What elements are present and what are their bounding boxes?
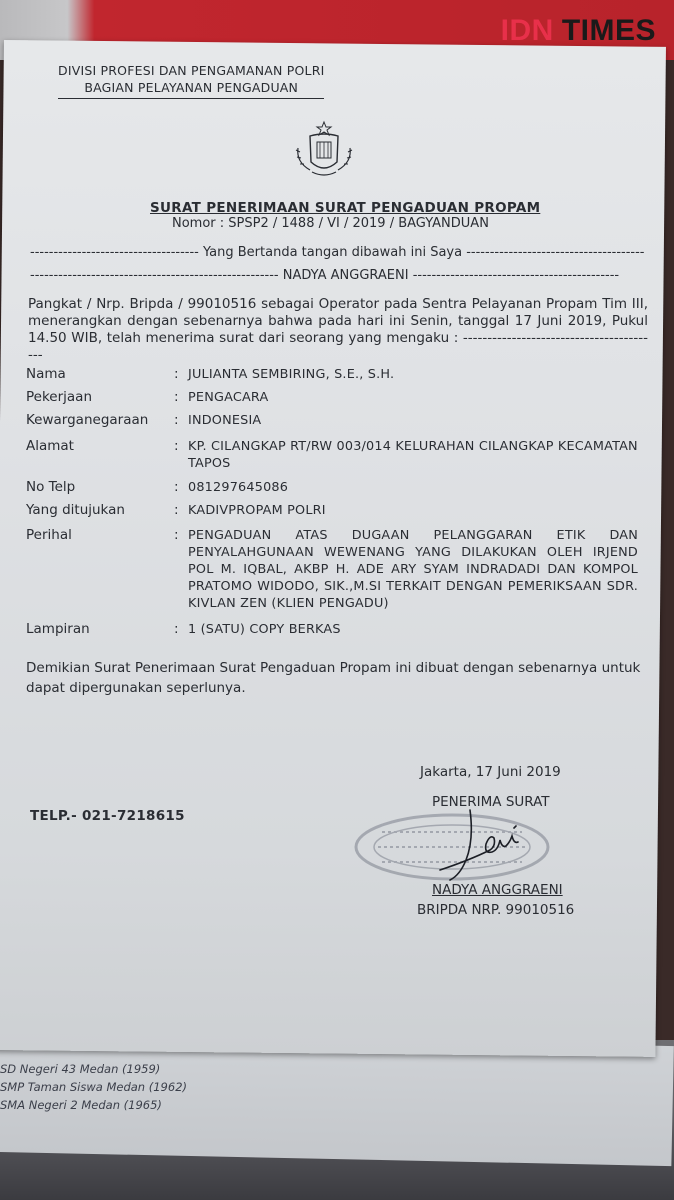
polri-emblem-icon <box>290 118 358 182</box>
field-colon: : <box>174 438 179 454</box>
field-colon: : <box>174 479 179 495</box>
field-value: INDONESIA <box>188 413 262 428</box>
dash-right-1: -------------------------------------- <box>466 245 645 260</box>
field-colon: : <box>174 389 179 405</box>
telephone: TELP.- 021-7218615 <box>30 808 185 824</box>
intro-line-2 <box>30 268 619 283</box>
signer-name: NADYA ANGGRAENI <box>432 882 563 898</box>
field-value: 1 (SATU) COPY BERKAS <box>188 622 341 637</box>
field-colon: : <box>174 621 179 637</box>
field-value: JULIANTA SEMBIRING, S.E., S.H. <box>188 367 395 382</box>
logo-idn: IDN <box>500 14 554 47</box>
field-label: Lampiran <box>26 621 90 637</box>
field-label: Perihal <box>26 527 72 543</box>
logo-times: TIMES <box>561 14 656 47</box>
field-colon: : <box>174 412 179 428</box>
field-label: Yang ditujukan <box>26 502 125 518</box>
field-colon: : <box>174 527 179 543</box>
letterhead-line-2: BAGIAN PELAYANAN PENGADUAN <box>58 79 324 99</box>
letter-number: Nomor : SPSP2 / 1488 / VI / 2019 / BAGYANDUAN <box>172 216 489 231</box>
history-line-1: SD Negeri 43 Medan (1959) <box>0 1062 161 1076</box>
field-value: PENGACARA <box>188 390 269 405</box>
letterhead <box>58 62 324 99</box>
dash-left-2: ----------------------------------------------------- <box>30 268 279 283</box>
closing-statement: Demikian Surat Penerimaan Surat Pengaduan Propam ini dibuat dengan sebenarnya untuk dapat dipergunakan seperlunya. <box>26 660 641 696</box>
dash-left-1: ------------------------------------ <box>30 245 199 260</box>
signer-nrp: BRIPDA NRP. 99010516 <box>417 902 575 918</box>
handwritten-signature-icon <box>430 800 540 890</box>
field-label: Alamat <box>26 438 74 454</box>
field-label: Kewarganegaraan <box>26 412 149 428</box>
field-label: Nama <box>26 366 66 382</box>
field-colon: : <box>174 366 179 382</box>
field-label: No Telp <box>26 479 76 495</box>
field-value: 081297645086 <box>188 480 289 495</box>
field-value: KP. CILANGKAP RT/RW 003/014 KELURAHAN CILANGKAP KECAMATAN TAPOS <box>188 439 638 471</box>
letterhead-line-1: DIVISI PROFESI DAN PENGAMANAN POLRI <box>58 63 325 78</box>
letter-title: SURAT PENERIMAAN SURAT PENGADUAN PROPAM <box>150 200 541 216</box>
place-date: Jakarta, 17 Juni 2019 <box>420 764 561 780</box>
history-line-2: SMP Taman Siswa Medan (1962) <box>0 1080 187 1094</box>
intro-line-1 <box>30 245 645 260</box>
field-value: KADIVPROPAM POLRI <box>188 503 326 518</box>
idn-times-logo <box>501 14 656 48</box>
field-value: PENGADUAN ATAS DUGAAN PELANGGARAN ETIK DAN PENYALAHGUNAAN WEWENANG YANG DILAKUKAN OLEH IRJEND POL M. IQBAL, AKBP H. ADE ARY SYAM INDRADADI DAN KOMPOL PRATOMO WIDODO, SIK.,M.SI TERKAIT DENGAN PEMERIKSAAN SDR. KIVLAN ZEN (KLIEN PENGADU) <box>188 528 638 611</box>
field-colon: : <box>174 502 179 518</box>
field-label: Pekerjaan <box>26 389 93 405</box>
officer-name: NADYA ANGGRAENI <box>282 268 409 283</box>
yang-bertanda-text: Yang Bertanda tangan dibawah ini Saya <box>203 245 463 260</box>
dash-right-2: -------------------------------------------- <box>412 268 620 283</box>
history-line-3: SMA Negeri 2 Medan (1965) <box>0 1098 162 1112</box>
intro-paragraph: Pangkat / Nrp. Bripda / 99010516 sebagai Operator pada Sentra Pelayanan Propam Tim III, menerangkan dengan sebenarnya bahwa pada hari ini Senin, tanggal 17 Juni 2019, Pukul 14.50 WIB, telah menerima surat dari seorang yang mengaku : ----------------------------------------- <box>28 296 648 363</box>
receiver-title: PENERIMA SURAT <box>432 794 550 810</box>
